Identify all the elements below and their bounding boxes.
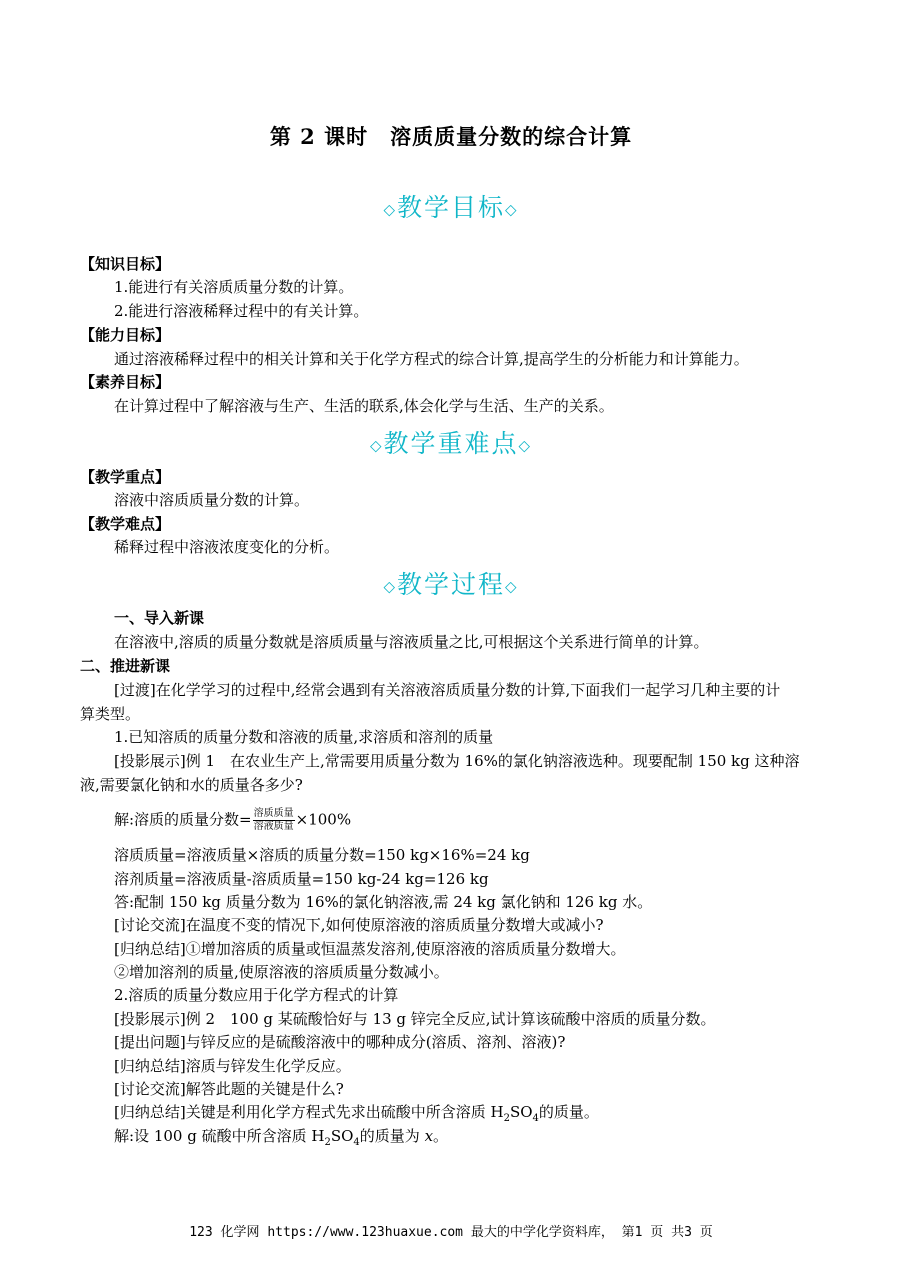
ability-goal-label: 【能力目标】 bbox=[80, 326, 171, 344]
paragraph: [讨论交流]解答此题的关键是什么? bbox=[114, 1080, 344, 1098]
diamond-icon: ◇ bbox=[383, 200, 397, 219]
fraction-denominator: 溶液质量 bbox=[253, 821, 294, 832]
section-heading-keypoints bbox=[0, 424, 902, 460]
paragraph: 1.已知溶质的质量分数和溶液的质量,求溶质和溶剂的质量 bbox=[114, 728, 494, 746]
fraction bbox=[253, 808, 295, 833]
subscript: 2 bbox=[503, 1113, 510, 1124]
paragraph: [投影展示]例 2 100 g 某硫酸恰好与 13 g 锌完全反应,试计算该硫酸中溶质的质量分数。 bbox=[114, 1010, 716, 1028]
knowledge-goal-label: 【知识目标】 bbox=[80, 255, 171, 273]
variable: x bbox=[424, 1127, 434, 1145]
diamond-icon: ◇ bbox=[369, 436, 384, 455]
process-heading: 二、推进新课 bbox=[80, 657, 171, 675]
diamond-icon: ◇ bbox=[505, 577, 519, 596]
diamond-icon: ◇ bbox=[505, 200, 519, 219]
ability-goal-item: 通过溶液稀释过程中的相关计算和关于化学方程式的综合计算,提高学生的分析能力和计算能力。 bbox=[114, 350, 749, 368]
paragraph: 溶质质量=溶液质量×溶质的质量分数=150 kg×16%=24 kg bbox=[114, 846, 530, 864]
paragraph: [提出问题]与锌反应的是硫酸溶液中的哪种成分(溶质、溶剂、溶液)? bbox=[114, 1033, 566, 1051]
paragraph: [讨论交流]在温度不变的情况下,如何使原溶液的溶质质量分数增大或减小? bbox=[114, 916, 604, 934]
section-heading-process bbox=[0, 565, 902, 601]
paragraph: [过渡]在化学学习的过程中,经常会遇到有关溶液溶质质量分数的计算,下面我们一起学习几种主要的计 bbox=[114, 681, 781, 699]
paragraph: 液,需要氯化钠和水的质量各多少? bbox=[80, 776, 303, 794]
text-run: SO bbox=[330, 1127, 354, 1145]
key-point-label: 【教学重点】 bbox=[80, 468, 171, 486]
difficulty-item: 稀释过程中溶液浓度变化的分析。 bbox=[114, 538, 340, 556]
paragraph: 在溶液中,溶质的质量分数就是溶质质量与溶液质量之比,可根据这个关系进行简单的计算。 bbox=[114, 633, 709, 651]
page-footer: 123 化学网 https://www.123huaxue.com 最大的中学化学资料库， 第1 页 共3 页 bbox=[189, 1225, 713, 1240]
paragraph: [投影展示]例 1 在农业生产上,常需要用质量分数为 16%的氯化钠溶液选种。现要配制 150 kg 这种溶 bbox=[114, 752, 800, 770]
subscript: 4 bbox=[353, 1137, 360, 1148]
subscript: 4 bbox=[532, 1113, 539, 1124]
subscript: 2 bbox=[324, 1137, 331, 1148]
process-heading: 一、导入新课 bbox=[114, 609, 205, 627]
formula-suffix: ×100% bbox=[295, 810, 352, 829]
key-point-item: 溶液中溶质质量分数的计算。 bbox=[114, 491, 310, 509]
paragraph bbox=[114, 1102, 599, 1129]
diamond-icon: ◇ bbox=[518, 436, 533, 455]
section-heading-goals bbox=[0, 188, 902, 224]
formula-line bbox=[114, 808, 351, 833]
section-heading-text: 教学重难点 bbox=[383, 429, 519, 458]
diamond-icon: ◇ bbox=[383, 577, 397, 596]
knowledge-goal-item: 1.能进行有关溶质质量分数的计算。 bbox=[114, 278, 354, 296]
literacy-goal-label: 【素养目标】 bbox=[80, 373, 171, 391]
text-run: 。 bbox=[433, 1127, 449, 1145]
text-run: 解:设 100 g 硫酸中所含溶质 H bbox=[114, 1127, 325, 1145]
text-run: 的质量为 bbox=[359, 1127, 425, 1145]
paragraph: 答:配制 150 kg 质量分数为 16%的氯化钠溶液,需 24 kg 氯化钠和 126 kg 水。 bbox=[114, 893, 653, 911]
paragraph: 溶剂质量=溶液质量-溶质质量=150 kg-24 kg=126 kg bbox=[114, 870, 489, 888]
section-heading-text: 教学过程 bbox=[396, 570, 505, 599]
fraction-numerator: 溶质质量 bbox=[253, 808, 294, 819]
paragraph: [归纳总结]溶质与锌发生化学反应。 bbox=[114, 1057, 351, 1075]
formula-prefix: 解:溶质的质量分数= bbox=[114, 810, 252, 829]
knowledge-goal-item: 2.能进行溶液稀释过程中的有关计算。 bbox=[114, 302, 369, 320]
difficulty-label: 【教学难点】 bbox=[80, 515, 171, 533]
paragraph: [归纳总结]①增加溶质的质量或恒温蒸发溶剂,使原溶液的溶质质量分数增大。 bbox=[114, 940, 626, 958]
text-run: 的质量。 bbox=[538, 1103, 599, 1121]
paragraph: 算类型。 bbox=[80, 705, 141, 723]
text-run: [归纳总结]关键是利用化学方程式先求出硫酸中所含溶质 H bbox=[114, 1103, 504, 1121]
paragraph bbox=[114, 1126, 448, 1153]
page-title: 第 2 课时 溶质质量分数的综合计算 bbox=[269, 124, 633, 149]
paragraph: ②增加溶剂的质量,使原溶液的溶质质量分数减小。 bbox=[114, 963, 449, 981]
paragraph: 2.溶质的质量分数应用于化学方程式的计算 bbox=[114, 986, 399, 1004]
literacy-goal-item: 在计算过程中了解溶液与生产、生活的联系,体会化学与生活、生产的关系。 bbox=[114, 397, 614, 415]
text-run: SO bbox=[509, 1103, 533, 1121]
section-heading-text: 教学目标 bbox=[396, 193, 505, 222]
